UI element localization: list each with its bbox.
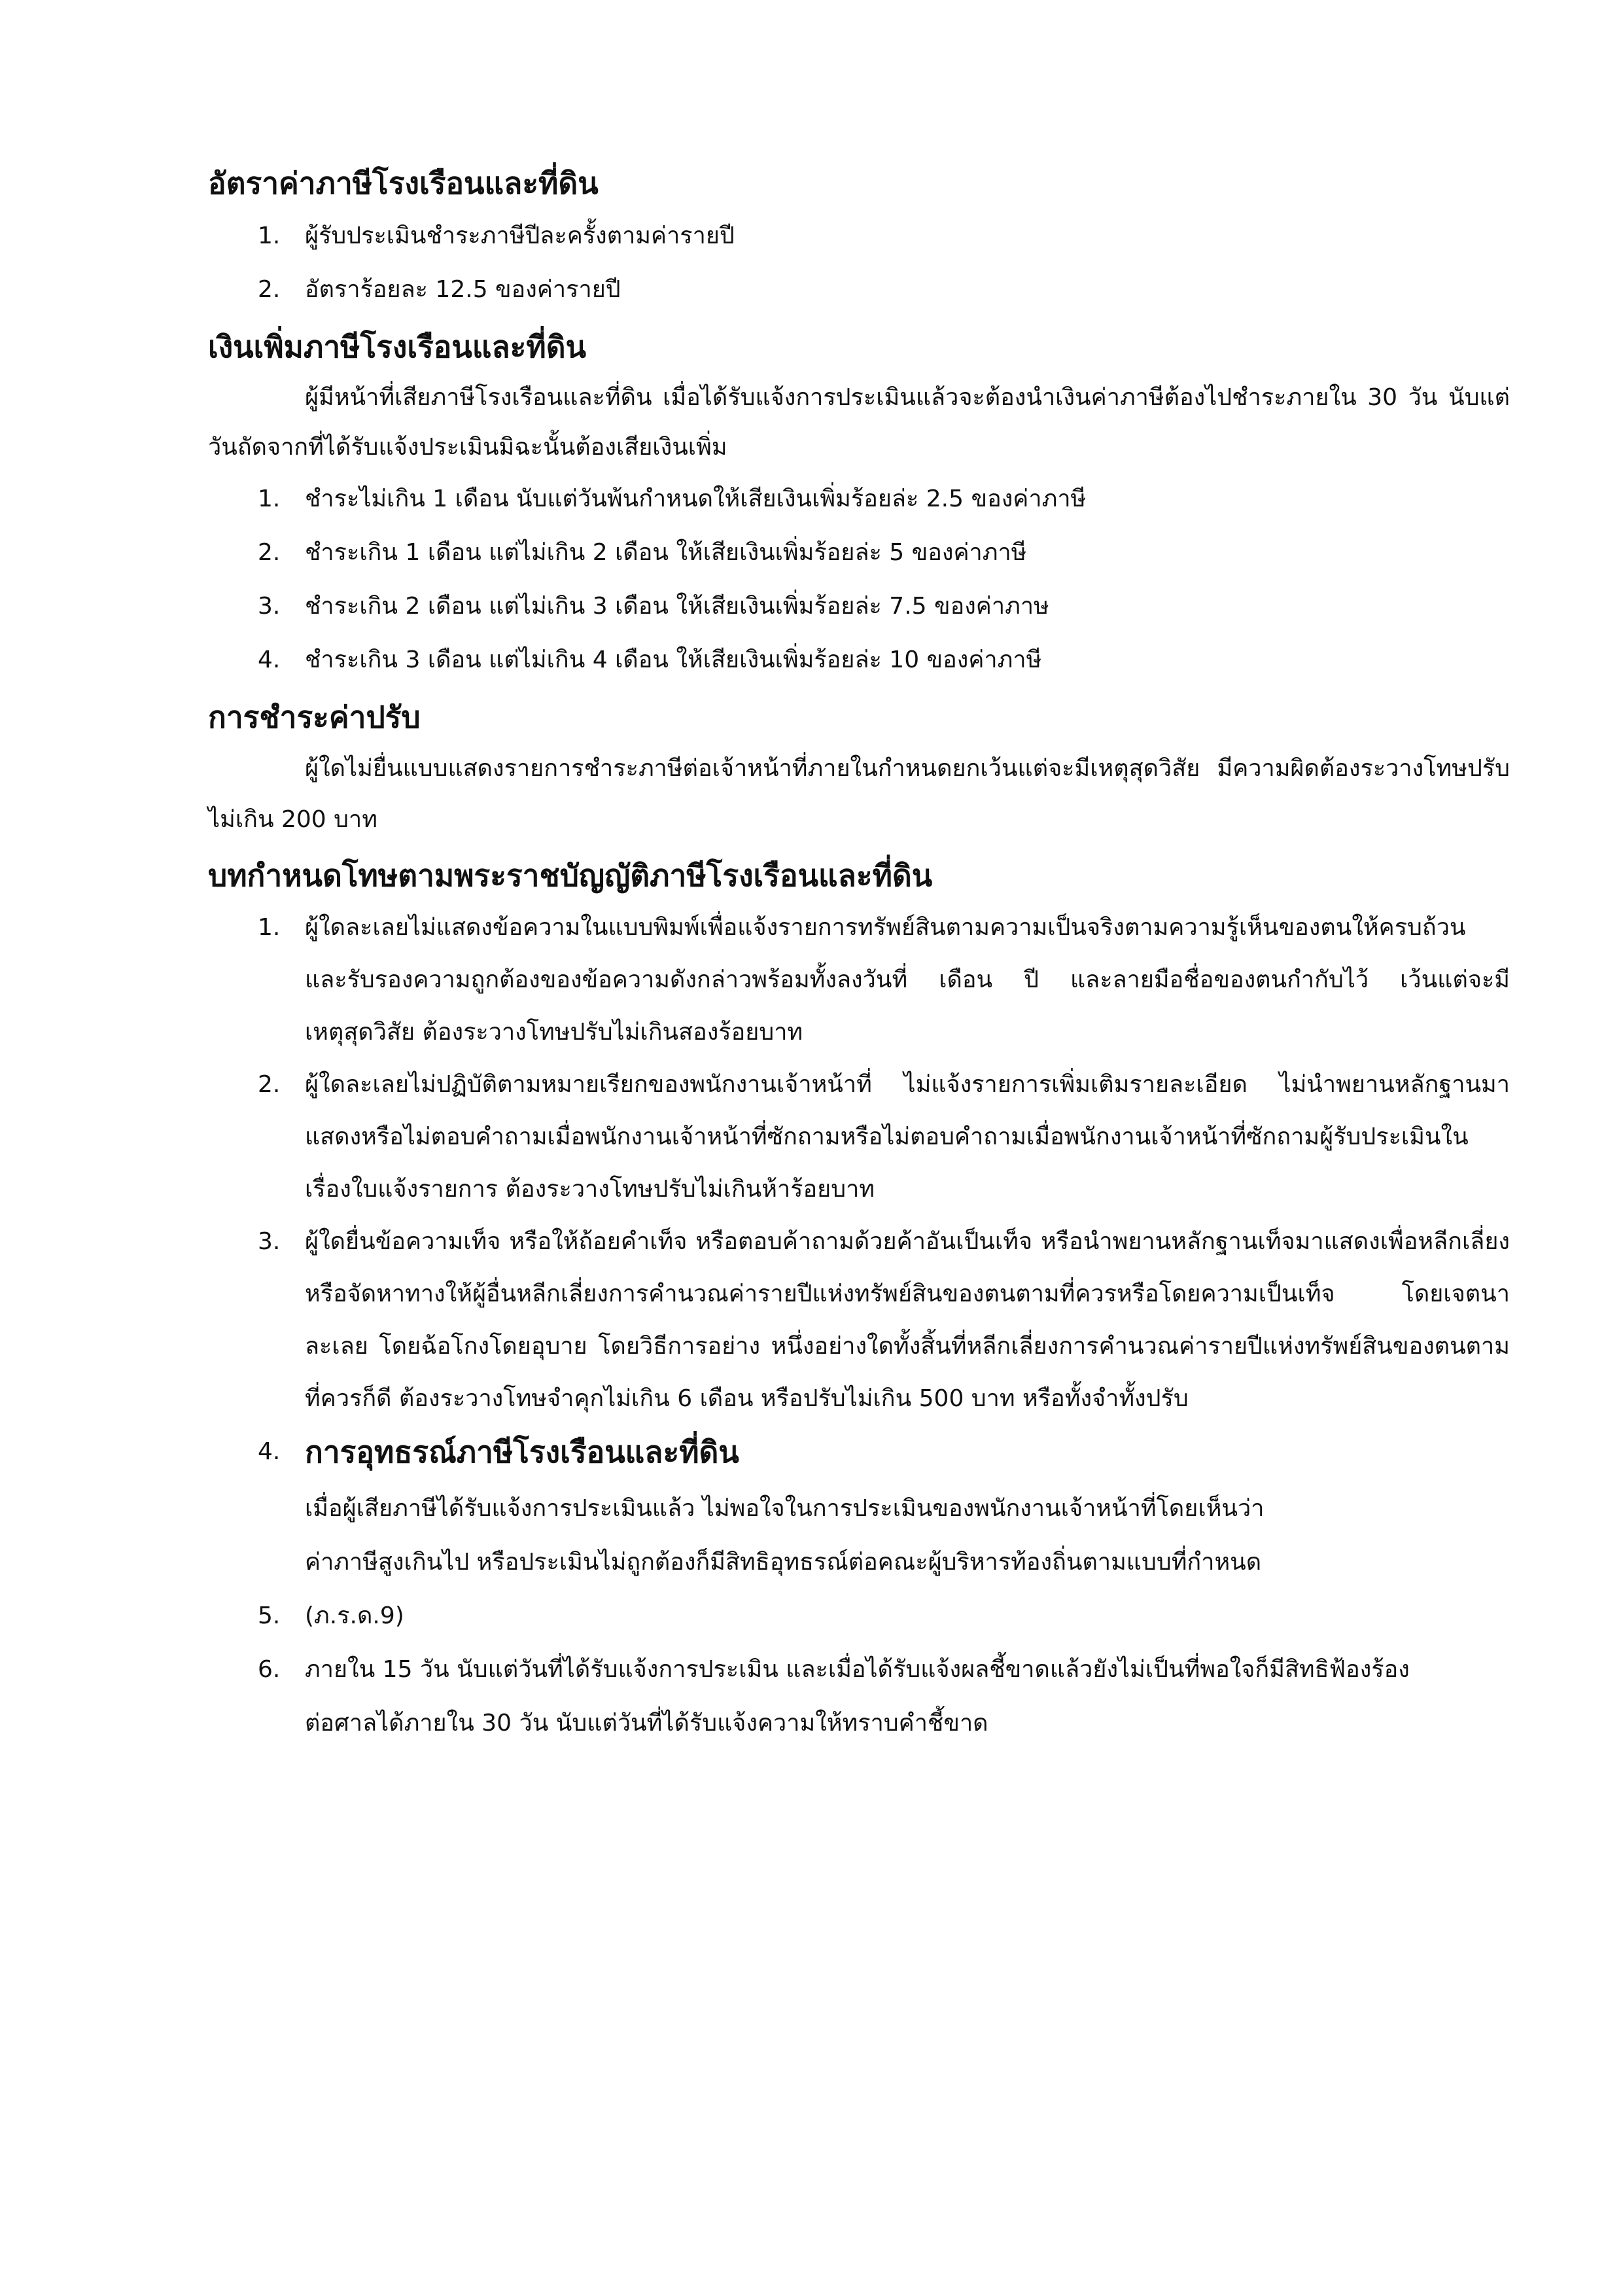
list-number: 4. <box>258 646 281 673</box>
list-number: 1. <box>258 486 281 512</box>
list-number: 3. <box>258 1228 281 1255</box>
list-text: (ภ.ร.ด.9) <box>305 1602 404 1629</box>
list-item <box>208 902 1510 1059</box>
list-number: 3. <box>258 593 281 620</box>
list-item <box>208 1216 1510 1425</box>
list-number: 1. <box>258 914 281 941</box>
list-number: 5. <box>258 1602 281 1629</box>
penalty-list <box>208 902 1510 1482</box>
heading-penalty: บทกำหนดโทษตามพระราชบัญญัติภาษีโรงเรือนและที่ดิน <box>208 858 933 893</box>
list-number: 4. <box>258 1438 281 1465</box>
list-text: ผู้รับประเมินชำระภาษีปีละครั้งตามค่ารายปี <box>305 222 735 249</box>
list-item <box>208 209 1510 263</box>
document-body <box>208 157 1510 1750</box>
list-item <box>208 580 1510 633</box>
heading-fine: การชำระค่าปรับ <box>208 699 421 735</box>
appeal-line: เมื่อผู้เสียภาษีได้รับแจ้งการประเมินแล้ว ไม่พอใจในการประเมินของพนักงานเจ้าหน้าที่โดยเห็นว่า <box>305 1495 1265 1522</box>
appeal-list <box>208 1589 1510 1697</box>
fine-text: ผู้ใดไม่ยื่นแบบแสดงรายการชำระภาษีต่อเจ้าหน้าที่ภายในกำหนดยกเว้นแต่จะมีเหตุสุดวิสัย มีความผิดต้องระวางโทษปรับไม่เกิน 200 บาท <box>208 755 1510 833</box>
list-item <box>208 1643 1510 1697</box>
list-item <box>208 633 1510 687</box>
list-item <box>208 472 1510 526</box>
appeal-line: ต่อศาลได้ภายใน 30 วัน นับแต่วันที่ได้รับแจ้งความให้ทราบคำชี้ขาด <box>305 1710 988 1737</box>
list-text: ชำระเกิน 1 เดือน แต่ไม่เกิน 2 เดือน ให้เสียเงินเพิ่มร้อยล่ะ 5 ของค่าภาษี <box>305 539 1027 566</box>
list-text: ชำระเกิน 3 เดือน แต่ไม่เกิน 4 เดือน ให้เสียเงินเพิ่มร้อยล่ะ 10 ของค่าภาษี <box>305 646 1042 673</box>
list-number: 2. <box>258 539 281 566</box>
list-item <box>208 263 1510 317</box>
list-text: ผู้ใดยื่นข้อความเท็จ หรือให้ถ้อยคำเท็จ หรือตอบค้าถามด้วยค้าอันเป็นเท็จ หรือนำพยานหลักฐานเท็จมาแสดงเพื่อหลีกเลี่ยงหรือจัดหาทางให้ผู้อื่นหลีกเลี่ยงการคำนวณค่ารายปีแห่งทรัพย์สินของตนตามที่ควรหรือโดยความเป็นเท็จ โดยเจตนาละเลย โดยฉ้อโกงโดยอุบาย โดยวิธีการอย่าง หนึ่งอย่างใดทั้งสิ้นที่หลีกเลี่ยงการคำนวณค่ารายปีแห่งทรัพย์สินของตนตามที่ควรก็ดี ต้องระวางโทษจำคุกไม่เกิน 6 เดือน หรือปรับไม่เกิน 500 บาท หรือทั้งจำทั้งปรับ <box>305 1228 1510 1412</box>
tax-rate-list <box>208 209 1510 317</box>
list-text: ภายใน 15 วัน นับแต่วันที่ได้รับแจ้งการประเมิน และเมื่อได้รับแจ้งผลชี้ขาดแล้วยังไม่เป็นที่พอใจก็มีสิทธิฟ้องร้อง <box>305 1656 1410 1683</box>
surcharge-list <box>208 472 1510 687</box>
list-number: 1. <box>258 222 281 249</box>
heading-appeal: การอุทธรณ์ภาษีโรงเรือนและที่ดิน <box>305 1434 739 1470</box>
heading-surcharge: เงินเพิ่มภาษีโรงเรือนและที่ดิน <box>208 329 587 364</box>
list-text: ชำระเกิน 2 เดือน แต่ไม่เกิน 3 เดือน ให้เสียเงินเพิ่มร้อยล่ะ 7.5 ของค่าภาษ <box>305 593 1049 620</box>
list-text: อัตราร้อยละ 12.5 ของค่ารายปี <box>305 276 621 303</box>
heading-tax-rate: อัตราค่าภาษีโรงเรือนและที่ดิน <box>208 166 599 201</box>
list-text: ชำระไม่เกิน 1 เดือน นับแต่วันพ้นกำหนดให้เสียเงินเพิ่มร้อยล่ะ 2.5 ของค่าภาษี <box>305 486 1087 512</box>
surcharge-intro: ผู้มีหน้าที่เสียภาษีโรงเรือนและที่ดิน เมื่อได้รับแจ้งการประเมินแล้วจะต้องนำเงินค่าภาษีต้องไปชำระภายใน 30 วัน นับแต่วันถัดจากที่ได้รับแจ้งประเมินมิฉะนั้นต้องเสียเงินเพิ่ม <box>208 384 1510 461</box>
list-number: 2. <box>258 1071 281 1098</box>
list-item <box>208 1589 1510 1643</box>
list-text: ผู้ใดละเลยไม่ปฏิบัติตามหมายเรียกของพนักงานเจ้าหน้าที่ ไม่แจ้งรายการเพิ่มเติมรายละเอียด ไม่นำพยานหลักฐานมาแสดงหรือไม่ตอบคำถามเมื่อพนักงานเจ้าหน้าที่ซักถามหรือไม่ตอบคำถามเมื่อพนักงานเจ้าหน้าที่ซักถามผู้รับประเมินในเรื่องใบแจ้งรายการ ต้องระวางโทษปรับไม่เกินห้าร้อยบาท <box>305 1071 1510 1203</box>
list-number: 2. <box>258 276 281 303</box>
list-item-appeal <box>208 1425 1510 1482</box>
list-text: ผู้ใดละเลยไม่แสดงข้อความในแบบพิมพ์เพื่อแจ้งรายการทรัพย์สินตามความเป็นจริงตามความรู้เห็นของตนให้ครบถ้วน และรับรองความถูกต้องของข้อความดังกล่าวพร้อมทั้งลงวันที่ เดือน ปี และลายมือชื่อของตนกำกับไว้ เว้นแต่จะมีเหตุสุดวิสัย ต้องระวางโทษปรับไม่เกินสองร้อยบาท <box>305 914 1510 1046</box>
list-item <box>208 526 1510 580</box>
list-item <box>208 1059 1510 1216</box>
list-number: 6. <box>258 1656 281 1683</box>
appeal-line: ค่าภาษีสูงเกินไป หรือประเมินไม่ถูกต้องก็มีสิทธิอุทธรณ์ต่อคณะผู้บริหารท้องถิ่นตามแบบที่กำหนด <box>305 1549 1262 1576</box>
